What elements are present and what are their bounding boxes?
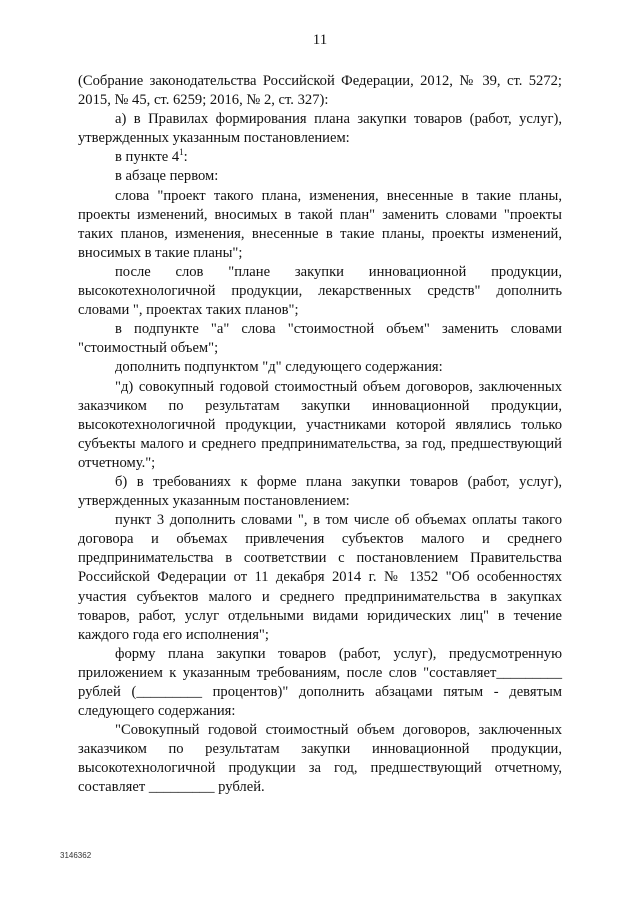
- paragraph-point-3: пункт 3 дополнить словами ", в том числе об объемах оплаты такого договора и объемах привлечения субъектов малого и среднего предпринимательства в соответствии с постановлением Правительства Российской Федерации от 11 декабря 2014 г. № 1352 "Об особенностях участия субъектов малого и среднего предпринимательства в закупках товаров, работ, услуг отдельными видами юридических лиц" в течение каждого года его исполнения";: [78, 512, 562, 643]
- paragraph-source-citation: (Собрание законодательства Российской Федерации, 2012, № 39, ст. 5272; 2015, № 45, ст. 6259; 2016, № 2, ст. 327):: [78, 73, 562, 109]
- point-ref-colon: :: [183, 149, 188, 166]
- footer-document-code: 3146362: [60, 851, 92, 860]
- paragraph-subpoint-a: в подпункте "а" слова "стоимостной объем" заменить словами "стоимостный объем";: [78, 321, 562, 357]
- paragraph-first-abzac: в абзаце первом:: [115, 168, 219, 185]
- paragraph-subpoint-d-text: "д) совокупный годовой стоимостный объем договоров, заключенных заказчиком по результатам закупки инновационной продукции, высокотехнологичной продукции, участниками которой являлись только субъекты малого и среднего предпринимательства, за год, предшествующий отчетному.";: [78, 378, 562, 471]
- paragraph-subitem-a: а) в Правилах формирования плана закупки товаров (работ, услуг), утвержденных указанным постановлением:: [78, 111, 562, 147]
- paragraph-after-words: после слов "плане закупки инновационной продукции, высокотехнологичной продукции, лекарственных средств" дополнить словами ", проектах таких планов";: [78, 263, 562, 319]
- paragraph-plan-form: форму плана закупки товаров (работ, услуг), предусмотренную приложением к указанным требованиям, после слов "составляет_________ рублей (_________ процентов)" дополнить абзацами пятым - девятым следующего содержания:: [78, 645, 562, 720]
- paragraph-subitem-b: б) в требованиях к форме плана закупки товаров (работ, услуг), утвержденных указанным постановлением:: [78, 473, 562, 510]
- paragraph-add-subpoint-d: дополнить подпунктом "д" следующего содержания:: [115, 359, 443, 376]
- paragraph-point-4-1: [78, 148, 562, 167]
- paragraph-replace-words: слова "проект такого плана, изменения, внесенные в такие планы, проекты изменений, вносимых в такой план" заменить словами "проекты таких планов, изменения, внесенные в такие планы, проекты изменений, вносимых в такие планы";: [78, 187, 562, 261]
- point-ref-text: в пункте 4: [115, 149, 180, 166]
- point-ref-superscript: 1: [179, 147, 184, 158]
- document-body: [78, 72, 562, 798]
- page-number: 11: [312, 32, 328, 48]
- paragraph-total-volume: "Совокупный годовой стоимостный объем договоров, заключенных заказчиком по результатам закупки инновационной продукции, высокотехнологичной продукции за год, предшествующий отчетному, составляет _________ рублей.: [78, 722, 562, 796]
